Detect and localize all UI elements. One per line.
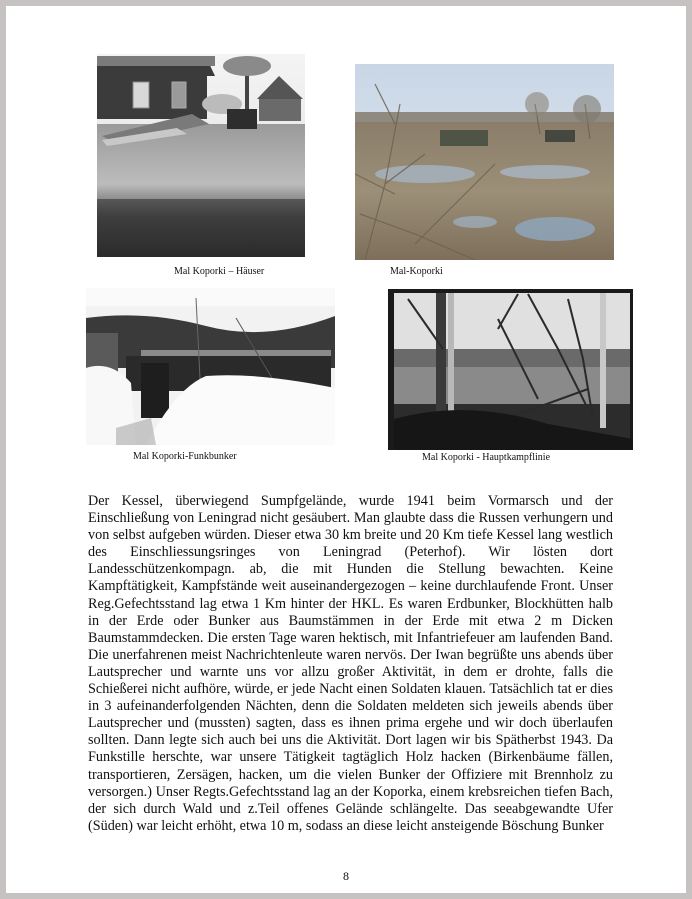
photo-main-battle-line-trees [388,289,633,450]
figure-caption-radio-bunker: Mal Koporki-Funkbunker [133,451,237,462]
swamp-landscape-image [355,64,614,260]
photo-houses [97,54,305,257]
document-page [6,6,686,893]
figure-caption-swamp-landscape: Mal-Koporki [390,266,443,277]
main-battle-line-image [388,289,633,450]
body-paragraph: Der Kessel, überwiegend Sumpfgelände, wurde 1941 beim Vormarsch und der Einschließung von Leningrad nicht gesäubert. Man glaubte dass die Russen verhungern und von selbst aufgeben würden. Dieser etwa 30 km breite und 20 Km tiefe Kessel lang westlich des Einschliessungsringes von Leningrad (Peterhof). Wir lösten dort Landesschützenkompagn. ab, die mit Hunden die Stellung bewachten. Keine Kampftätigkeit, Kampfstände weit auseinandergezogen – keine durchlaufende Front. Unser Reg.Gefechtsstand lag etwa 1 Km hinter der HKL. Es waren Erdbunker, Blockhütten halb in der Erde oder Bunker aus Baumstämmen in der Erde mit etwa 2 m Dicken Baumstammdecken. Die ersten Tage waren hektisch, mit Infantriefeuer am laufenden Band. Die unerfahrenen meist Nachrichtenleute waren nervös. Der Iwan begrüßte uns abends über Lautsprecher und warnte uns vor allzu großer Aktivität, in dem er drohte, falls die Schießerei nicht aufhöre, würde, er jede Nacht einen Soldaten klauen. Tatsächlich tat er dies in 3 aufeinanderfolgenden Nächten, denn die Soldaten meldeten sich jeweils abends über Lautsprecher und (mussten) sagten, dass es ihnen prima ergehe und wir doch überlaufen sollten. Dann legte sich auch bei uns die Aktivität. Dort lagen wir bis Spätherbst 1943. Da Funkstille herschte, war unsere Tätigkeit tagtäglich Holz hacken (Birkenbäume fällen, transportieren, Zersägen, hacken, um die vielen Bunker der Offiziere mit Brennholz zu versorgen.) Unser Regts.Gefechtsstand lag an der Koporka, einem krebsreichen tiefen Bach, der sich durch Wald und z.Teil offenes Gelände schlängelte. Das seeabgewandte Ufer (Süden) war leicht erhöht, etwa 10 m, sodass an diese leicht ansteigende Böschung Bunker [88,493,613,834]
page-number: 8 [343,869,349,883]
photo-swamp-landscape [355,64,614,260]
body-text [88,493,613,835]
houses-image [97,54,305,257]
figure-caption-houses: Mal Koporki – Häuser [174,266,265,277]
photo-radio-bunker-snow [86,288,335,445]
radio-bunker-image [86,288,335,445]
figure-caption-main-battle-line: Mal Koporki - Hauptkampflinie [422,452,551,463]
